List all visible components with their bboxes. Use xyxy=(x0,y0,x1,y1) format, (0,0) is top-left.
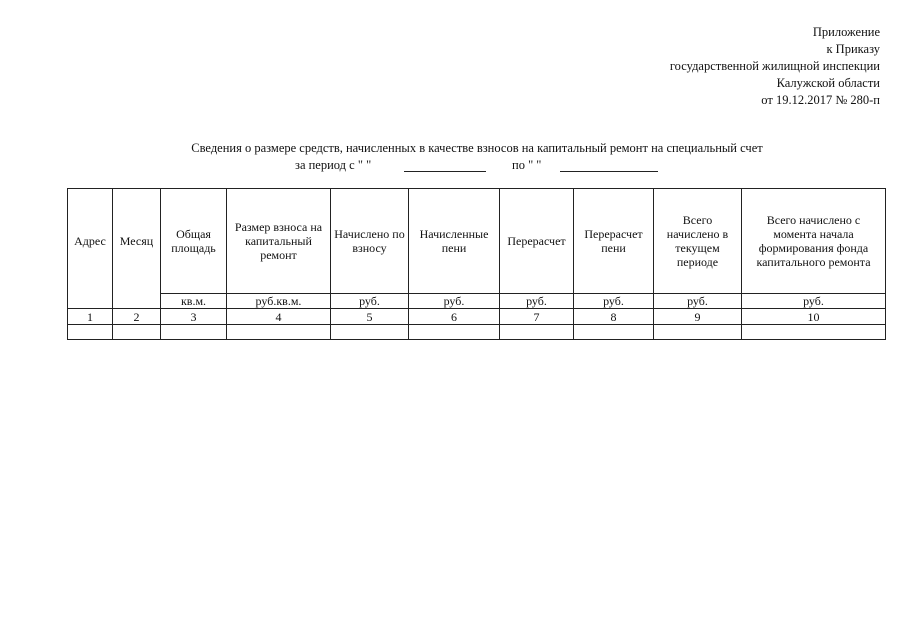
column-number: 2 xyxy=(113,309,161,325)
column-number: 5 xyxy=(331,309,409,325)
unit-cell: руб.кв.м. xyxy=(227,294,331,309)
column-number: 10 xyxy=(742,309,886,325)
appendix-line: Приложение xyxy=(812,25,880,39)
appendix-line: Калужской области xyxy=(776,76,880,90)
column-number: 1 xyxy=(68,309,113,325)
appendix-line: к Приказу xyxy=(826,42,880,56)
unit-cell: руб. xyxy=(409,294,500,309)
table-cell xyxy=(742,325,886,340)
column-header: Общая площадь xyxy=(161,189,227,294)
column-header: Месяц xyxy=(113,189,161,294)
charges-table xyxy=(67,188,886,340)
table-row xyxy=(68,325,886,340)
table-cell xyxy=(161,325,227,340)
period-to-label: по " " xyxy=(512,158,542,172)
title-line: Сведения о размере средств, начисленных в качестве взносов на капитальный ремонт на специальный счет xyxy=(191,141,763,155)
column-header: Начисленные пени xyxy=(409,189,500,294)
column-header: Размер взноса на капитальный ремонт xyxy=(227,189,331,294)
unit-cell: руб. xyxy=(742,294,886,309)
appendix-line: государственной жилищной инспекции xyxy=(669,59,880,73)
table-cell xyxy=(409,325,500,340)
column-header: Всего начислено в текущем периоде xyxy=(654,189,742,294)
table-cell xyxy=(654,325,742,340)
column-header: Всего начислено с момента начала формирования фонда капитального ремонта xyxy=(742,189,886,294)
unit-cell: руб. xyxy=(574,294,654,309)
period-to-blank xyxy=(560,159,658,172)
appendix-header xyxy=(670,24,880,109)
column-header: Перерасчет xyxy=(500,189,574,294)
table-cell xyxy=(227,325,331,340)
column-number: 8 xyxy=(574,309,654,325)
table-units-row xyxy=(68,294,886,309)
document-title xyxy=(0,140,904,174)
table-number-row xyxy=(68,309,886,325)
column-header: Перерасчет пени xyxy=(574,189,654,294)
unit-cell: кв.м. xyxy=(161,294,227,309)
column-number: 7 xyxy=(500,309,574,325)
table-header-row xyxy=(68,189,886,294)
unit-cell xyxy=(68,294,113,309)
period-line xyxy=(0,157,904,174)
unit-cell: руб. xyxy=(654,294,742,309)
unit-cell: руб. xyxy=(331,294,409,309)
column-number: 3 xyxy=(161,309,227,325)
table-cell xyxy=(113,325,161,340)
column-number: 6 xyxy=(409,309,500,325)
column-number: 4 xyxy=(227,309,331,325)
appendix-line: от 19.12.2017 № 280-п xyxy=(761,93,880,107)
period-from-blank xyxy=(404,159,486,172)
table-cell xyxy=(500,325,574,340)
unit-cell xyxy=(113,294,161,309)
unit-cell: руб. xyxy=(500,294,574,309)
column-number: 9 xyxy=(654,309,742,325)
column-header: Начислено по взносу xyxy=(331,189,409,294)
column-header: Адрес xyxy=(68,189,113,294)
table-cell xyxy=(68,325,113,340)
table-cell xyxy=(331,325,409,340)
table-cell xyxy=(574,325,654,340)
period-from-label: за период с " " xyxy=(295,158,372,172)
